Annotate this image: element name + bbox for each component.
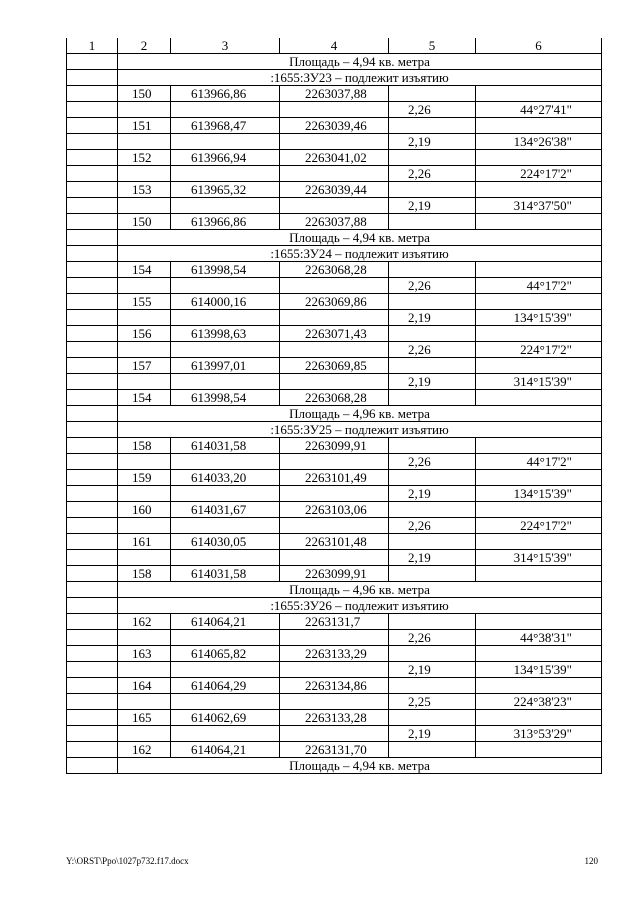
section-text: :1655:ЗУ23 – подлежит изъятию	[118, 70, 602, 86]
point-row	[67, 294, 602, 310]
segment-length: 2,19	[389, 134, 476, 150]
empty-cell	[171, 198, 280, 214]
coord-x: 613966,94	[171, 150, 280, 166]
empty-cell	[476, 646, 602, 662]
empty-cell	[171, 454, 280, 470]
point-row	[67, 710, 602, 726]
empty-cell	[280, 630, 389, 646]
segment-length: 2,26	[389, 454, 476, 470]
point-row	[67, 262, 602, 278]
empty-cell	[280, 102, 389, 118]
point-number: 154	[118, 262, 171, 278]
coord-y: 2263071,43	[280, 326, 389, 342]
empty-cell	[389, 86, 476, 102]
coord-y: 2263131,70	[280, 742, 389, 758]
empty-cell	[118, 374, 171, 390]
empty-cell	[171, 486, 280, 502]
segment-row	[67, 342, 602, 358]
segment-angle: 44°38'31"	[476, 630, 602, 646]
empty-cell	[118, 342, 171, 358]
point-number: 155	[118, 294, 171, 310]
header-cell-6: 6	[476, 38, 602, 54]
point-row	[67, 214, 602, 230]
empty-cell	[171, 550, 280, 566]
empty-cell	[280, 374, 389, 390]
section-text: Площадь – 4,94 кв. метра	[118, 230, 602, 246]
empty-cell	[389, 534, 476, 550]
section-text: :1655:ЗУ25 – подлежит изъятию	[118, 422, 602, 438]
empty-cell	[67, 198, 118, 214]
empty-cell	[476, 614, 602, 630]
segment-row	[67, 662, 602, 678]
empty-cell	[67, 534, 118, 550]
empty-cell	[389, 614, 476, 630]
empty-cell	[389, 710, 476, 726]
empty-cell	[389, 502, 476, 518]
empty-cell	[67, 726, 118, 742]
empty-cell	[476, 710, 602, 726]
point-number: 165	[118, 710, 171, 726]
point-number: 154	[118, 390, 171, 406]
empty-cell	[67, 134, 118, 150]
empty-cell	[118, 518, 171, 534]
segment-angle: 134°26'38"	[476, 134, 602, 150]
section-row	[67, 406, 602, 422]
empty-cell	[280, 198, 389, 214]
empty-cell	[67, 342, 118, 358]
empty-cell	[389, 678, 476, 694]
empty-cell	[118, 102, 171, 118]
empty-cell	[118, 726, 171, 742]
empty-cell	[389, 438, 476, 454]
point-number: 163	[118, 646, 171, 662]
empty-cell	[171, 518, 280, 534]
empty-cell	[389, 150, 476, 166]
empty-cell	[67, 470, 118, 486]
coord-y: 2263068,28	[280, 262, 389, 278]
section-text: Площадь – 4,96 кв. метра	[118, 582, 602, 598]
header-cell-3: 3	[171, 38, 280, 54]
segment-row	[67, 454, 602, 470]
empty-cell	[476, 262, 602, 278]
segment-row	[67, 198, 602, 214]
empty-cell	[171, 694, 280, 710]
point-row	[67, 390, 602, 406]
point-number: 160	[118, 502, 171, 518]
coord-y: 2263103,06	[280, 502, 389, 518]
empty-cell	[171, 374, 280, 390]
empty-cell	[280, 518, 389, 534]
empty-cell	[67, 262, 118, 278]
empty-cell	[67, 70, 118, 86]
coord-x: 614064,29	[171, 678, 280, 694]
coord-y: 2263099,91	[280, 438, 389, 454]
empty-cell	[389, 326, 476, 342]
segment-row	[67, 374, 602, 390]
segment-length: 2,26	[389, 630, 476, 646]
empty-cell	[476, 118, 602, 134]
point-row	[67, 182, 602, 198]
empty-cell	[67, 502, 118, 518]
empty-cell	[389, 262, 476, 278]
section-text: :1655:ЗУ24 – подлежит изъятию	[118, 246, 602, 262]
table-body	[67, 38, 602, 774]
section-row	[67, 758, 602, 774]
segment-angle: 44°17'2"	[476, 454, 602, 470]
segment-angle: 44°27'41"	[476, 102, 602, 118]
point-row	[67, 646, 602, 662]
point-row	[67, 326, 602, 342]
empty-cell	[118, 278, 171, 294]
empty-cell	[67, 646, 118, 662]
point-row	[67, 742, 602, 758]
empty-cell	[67, 54, 118, 70]
empty-cell	[389, 566, 476, 582]
empty-cell	[67, 630, 118, 646]
segment-angle: 314°15'39"	[476, 374, 602, 390]
empty-cell	[171, 662, 280, 678]
section-row	[67, 582, 602, 598]
empty-cell	[280, 310, 389, 326]
header-cell-2: 2	[118, 38, 171, 54]
point-number: 151	[118, 118, 171, 134]
empty-cell	[67, 694, 118, 710]
empty-cell	[67, 438, 118, 454]
point-number: 157	[118, 358, 171, 374]
empty-cell	[476, 182, 602, 198]
empty-cell	[280, 342, 389, 358]
coord-x: 613965,32	[171, 182, 280, 198]
empty-cell	[67, 326, 118, 342]
empty-cell	[67, 310, 118, 326]
section-row	[67, 54, 602, 70]
empty-cell	[280, 694, 389, 710]
empty-cell	[171, 630, 280, 646]
section-row	[67, 230, 602, 246]
empty-cell	[476, 742, 602, 758]
segment-length: 2,26	[389, 278, 476, 294]
section-row	[67, 70, 602, 86]
empty-cell	[389, 646, 476, 662]
empty-cell	[67, 758, 118, 774]
empty-cell	[476, 470, 602, 486]
empty-cell	[476, 438, 602, 454]
empty-cell	[118, 550, 171, 566]
segment-length: 2,26	[389, 342, 476, 358]
header-cell-1: 1	[67, 38, 118, 54]
empty-cell	[67, 358, 118, 374]
empty-cell	[67, 150, 118, 166]
empty-cell	[67, 598, 118, 614]
point-row	[67, 150, 602, 166]
coord-y: 2263039,44	[280, 182, 389, 198]
segment-angle: 314°15'39"	[476, 550, 602, 566]
empty-cell	[67, 246, 118, 262]
coord-x: 613998,63	[171, 326, 280, 342]
empty-cell	[171, 278, 280, 294]
coordinates-table	[66, 38, 602, 774]
coord-y: 2263041,02	[280, 150, 389, 166]
segment-length: 2,19	[389, 550, 476, 566]
empty-cell	[476, 326, 602, 342]
empty-cell	[389, 214, 476, 230]
empty-cell	[67, 166, 118, 182]
empty-cell	[67, 582, 118, 598]
empty-cell	[476, 214, 602, 230]
coord-x: 614064,21	[171, 742, 280, 758]
empty-cell	[118, 134, 171, 150]
empty-cell	[476, 390, 602, 406]
empty-cell	[118, 486, 171, 502]
segment-angle: 224°17'2"	[476, 518, 602, 534]
empty-cell	[476, 566, 602, 582]
empty-cell	[280, 454, 389, 470]
coord-y: 2263039,46	[280, 118, 389, 134]
segment-row	[67, 630, 602, 646]
empty-cell	[280, 134, 389, 150]
coord-x: 613966,86	[171, 86, 280, 102]
coord-x: 614065,82	[171, 646, 280, 662]
empty-cell	[67, 742, 118, 758]
empty-cell	[171, 726, 280, 742]
segment-row	[67, 694, 602, 710]
coord-x: 614062,69	[171, 710, 280, 726]
section-text: Площадь – 4,94 кв. метра	[118, 54, 602, 70]
segment-row	[67, 102, 602, 118]
empty-cell	[67, 518, 118, 534]
empty-cell	[476, 502, 602, 518]
section-text: Площадь – 4,96 кв. метра	[118, 406, 602, 422]
section-text: Площадь – 4,94 кв. метра	[118, 758, 602, 774]
segment-row	[67, 134, 602, 150]
empty-cell	[171, 342, 280, 358]
empty-cell	[67, 118, 118, 134]
point-row	[67, 566, 602, 582]
point-row	[67, 678, 602, 694]
footer-page-number: 120	[584, 856, 598, 866]
coord-x: 613966,86	[171, 214, 280, 230]
empty-cell	[171, 102, 280, 118]
empty-cell	[67, 550, 118, 566]
point-row	[67, 502, 602, 518]
coord-x: 613998,54	[171, 262, 280, 278]
point-row	[67, 118, 602, 134]
empty-cell	[67, 374, 118, 390]
point-number: 159	[118, 470, 171, 486]
empty-cell	[118, 166, 171, 182]
empty-cell	[67, 614, 118, 630]
empty-cell	[67, 678, 118, 694]
empty-cell	[67, 86, 118, 102]
empty-cell	[476, 358, 602, 374]
segment-length: 2,19	[389, 310, 476, 326]
point-number: 152	[118, 150, 171, 166]
coord-y: 2263037,88	[280, 86, 389, 102]
empty-cell	[476, 86, 602, 102]
empty-cell	[389, 358, 476, 374]
point-number: 158	[118, 438, 171, 454]
segment-length: 2,19	[389, 662, 476, 678]
empty-cell	[171, 166, 280, 182]
empty-cell	[280, 662, 389, 678]
empty-cell	[67, 294, 118, 310]
segment-angle: 313°53'29"	[476, 726, 602, 742]
header-row	[67, 38, 602, 54]
empty-cell	[67, 390, 118, 406]
point-row	[67, 614, 602, 630]
empty-cell	[389, 470, 476, 486]
point-number: 162	[118, 742, 171, 758]
empty-cell	[280, 726, 389, 742]
section-row	[67, 422, 602, 438]
coord-y: 2263101,49	[280, 470, 389, 486]
empty-cell	[118, 454, 171, 470]
section-text: :1655:ЗУ26 – подлежит изъятию	[118, 598, 602, 614]
empty-cell	[67, 486, 118, 502]
coord-y: 2263068,28	[280, 390, 389, 406]
empty-cell	[171, 134, 280, 150]
segment-angle: 134°15'39"	[476, 486, 602, 502]
segment-row	[67, 278, 602, 294]
point-number: 158	[118, 566, 171, 582]
segment-row	[67, 166, 602, 182]
point-row	[67, 534, 602, 550]
coord-y: 2263134,86	[280, 678, 389, 694]
coord-x: 613998,54	[171, 390, 280, 406]
point-number: 164	[118, 678, 171, 694]
coord-x: 613997,01	[171, 358, 280, 374]
coord-x: 614030,05	[171, 534, 280, 550]
empty-cell	[118, 630, 171, 646]
point-number: 162	[118, 614, 171, 630]
empty-cell	[389, 390, 476, 406]
segment-row	[67, 726, 602, 742]
segment-length: 2,19	[389, 198, 476, 214]
empty-cell	[118, 198, 171, 214]
footer-file-path: Y:\ORST\Ppo\1027p732.f17.docx	[66, 856, 189, 866]
segment-length: 2,19	[389, 726, 476, 742]
coord-y: 2263069,86	[280, 294, 389, 310]
empty-cell	[67, 278, 118, 294]
empty-cell	[67, 214, 118, 230]
empty-cell	[389, 742, 476, 758]
empty-cell	[476, 294, 602, 310]
empty-cell	[67, 102, 118, 118]
coord-x: 614031,58	[171, 438, 280, 454]
segment-length: 2,26	[389, 166, 476, 182]
point-number: 161	[118, 534, 171, 550]
empty-cell	[389, 182, 476, 198]
coord-y: 2263037,88	[280, 214, 389, 230]
empty-cell	[280, 550, 389, 566]
empty-cell	[389, 294, 476, 310]
empty-cell	[171, 310, 280, 326]
empty-cell	[476, 678, 602, 694]
point-row	[67, 438, 602, 454]
segment-angle: 224°17'2"	[476, 166, 602, 182]
empty-cell	[118, 662, 171, 678]
segment-angle: 134°15'39"	[476, 662, 602, 678]
segment-row	[67, 486, 602, 502]
empty-cell	[67, 566, 118, 582]
segment-row	[67, 518, 602, 534]
segment-length: 2,25	[389, 694, 476, 710]
empty-cell	[389, 118, 476, 134]
segment-angle: 224°17'2"	[476, 342, 602, 358]
point-row	[67, 86, 602, 102]
section-row	[67, 246, 602, 262]
coord-x: 614031,58	[171, 566, 280, 582]
empty-cell	[67, 422, 118, 438]
coord-x: 614000,16	[171, 294, 280, 310]
segment-length: 2,19	[389, 486, 476, 502]
point-number: 150	[118, 214, 171, 230]
empty-cell	[476, 150, 602, 166]
header-cell-4: 4	[280, 38, 389, 54]
empty-cell	[476, 534, 602, 550]
point-number: 156	[118, 326, 171, 342]
coord-x: 614033,20	[171, 470, 280, 486]
coord-y: 2263099,91	[280, 566, 389, 582]
empty-cell	[118, 310, 171, 326]
coord-y: 2263101,48	[280, 534, 389, 550]
coord-y: 2263069,85	[280, 358, 389, 374]
segment-row	[67, 310, 602, 326]
empty-cell	[67, 182, 118, 198]
segment-angle: 134°15'39"	[476, 310, 602, 326]
coord-x: 614064,21	[171, 614, 280, 630]
segment-angle: 224°38'23"	[476, 694, 602, 710]
coord-y: 2263133,28	[280, 710, 389, 726]
segment-length: 2,19	[389, 374, 476, 390]
empty-cell	[67, 662, 118, 678]
point-row	[67, 470, 602, 486]
segment-angle: 314°37'50"	[476, 198, 602, 214]
segment-length: 2,26	[389, 518, 476, 534]
coord-y: 2263133,29	[280, 646, 389, 662]
empty-cell	[280, 166, 389, 182]
point-number: 150	[118, 86, 171, 102]
empty-cell	[67, 406, 118, 422]
coord-x: 614031,67	[171, 502, 280, 518]
empty-cell	[67, 230, 118, 246]
coord-y: 2263131,7	[280, 614, 389, 630]
segment-row	[67, 550, 602, 566]
segment-length: 2,26	[389, 102, 476, 118]
empty-cell	[280, 486, 389, 502]
section-row	[67, 598, 602, 614]
coord-x: 613968,47	[171, 118, 280, 134]
empty-cell	[67, 710, 118, 726]
point-number: 153	[118, 182, 171, 198]
empty-cell	[280, 278, 389, 294]
point-row	[67, 358, 602, 374]
header-cell-5: 5	[389, 38, 476, 54]
empty-cell	[67, 454, 118, 470]
empty-cell	[118, 694, 171, 710]
segment-angle: 44°17'2"	[476, 278, 602, 294]
